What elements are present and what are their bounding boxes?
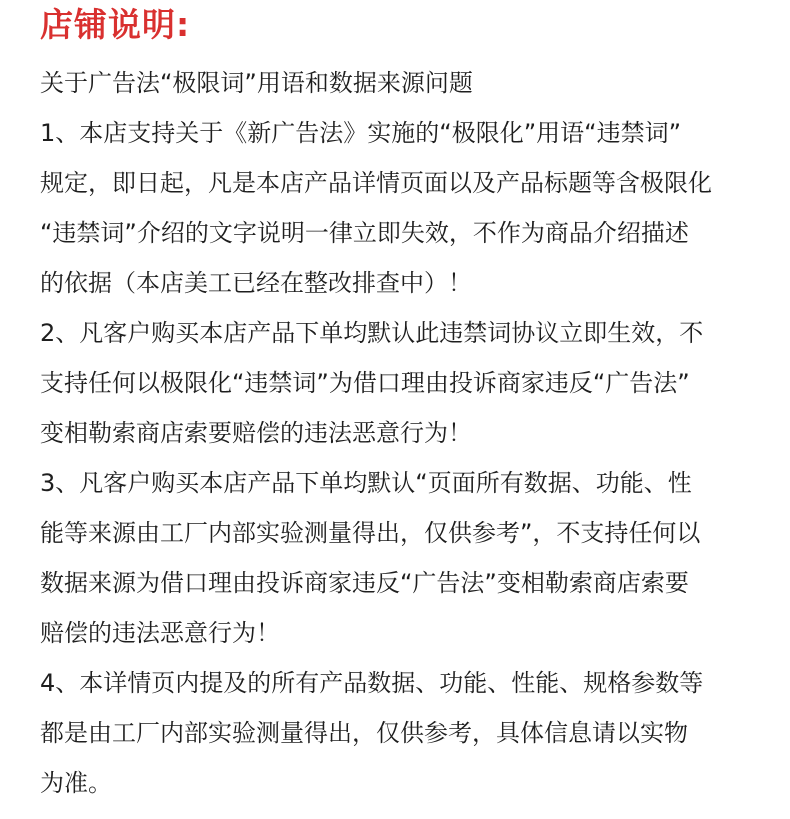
notice-heading-line: 关于广告法“极限词”用语和数据来源问题 bbox=[40, 69, 473, 97]
notice-line: 变相勒索商店索要赔偿的违法恶意行为！ bbox=[40, 419, 472, 447]
notice-line: 支持任何以极限化“违禁词”为借口理由投诉商家违反“广告法” bbox=[40, 369, 690, 397]
notice-body bbox=[40, 58, 785, 808]
notice-line: 为准。 bbox=[40, 769, 112, 797]
notice-line: 4、本详情页内提及的所有产品数据、功能、性能、规格参数等 bbox=[40, 669, 704, 697]
notice-line: 赔偿的违法恶意行为！ bbox=[40, 619, 280, 647]
notice-line: 规定，即日起，凡是本店产品详情页面以及产品标题等含极限化 bbox=[40, 169, 712, 197]
notice-line: “违禁词”介绍的文字说明一律立即失效，不作为商品介绍描述 bbox=[40, 219, 689, 247]
notice-line: 1、本店支持关于《新广告法》实施的“极限化”用语“违禁词” bbox=[40, 119, 682, 147]
notice-line: 能等来源由工厂内部实验测量得出，仅供参考”，不支持任何以 bbox=[40, 519, 701, 547]
notice-line: 的依据（本店美工已经在整改排查中）！ bbox=[40, 269, 472, 297]
notice-line: 3、凡客户购买本店产品下单均默认“页面所有数据、功能、性 bbox=[40, 469, 692, 497]
notice-line: 2、凡客户购买本店产品下单均默认此违禁词协议立即生效，不 bbox=[40, 319, 704, 347]
page-title: 店铺说明: bbox=[40, 5, 191, 44]
notice-line: 数据来源为借口理由投诉商家违反“广告法”变相勒索商店索要 bbox=[40, 569, 689, 597]
notice-line: 都是由工厂内部实验测量得出，仅供参考，具体信息请以实物 bbox=[40, 719, 688, 747]
